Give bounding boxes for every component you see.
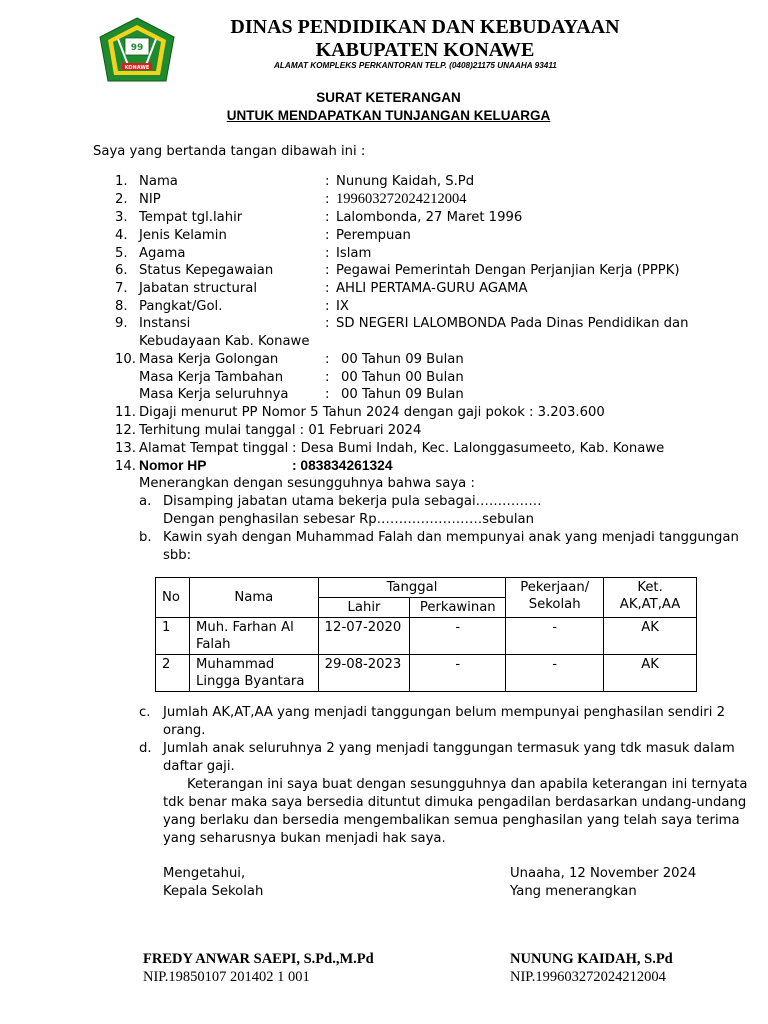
field-label-nip: NIP (139, 192, 161, 207)
cell-ket: AK (604, 655, 697, 692)
list-marker: a. (139, 494, 152, 509)
cell-nama: Muh. Farhan Al Falah (189, 618, 318, 655)
field-number: 13. (115, 441, 136, 456)
field-number: 1. (115, 174, 128, 189)
statement-d-line1: Jumlah anak seluruhnya 2 yang menjadi tanggungan termasuk yang tdk masuk dalam (163, 741, 735, 756)
right-sign-label1: Unaaha, 12 November 2024 (510, 866, 697, 881)
field-value-ttl: Lalombonda, 27 Maret 1996 (336, 210, 523, 225)
masa-kerja-value: 00 Tahun 09 Bulan (341, 387, 464, 402)
header-ket: Ket. AK,AT,AA (604, 578, 697, 618)
right-sign-label2: Yang menerangkan (510, 884, 637, 899)
field-number: 3. (115, 210, 128, 225)
field-number: 14. (115, 459, 136, 474)
field-label-gender: Jenis Kelamin (139, 228, 227, 243)
field-number: 10. (115, 352, 136, 367)
field-colon: : (325, 192, 330, 207)
left-signer-name: FREDY ANWAR SAEPI, S.Pd.,M.Pd (143, 951, 374, 967)
masa-kerja-value: 00 Tahun 09 Bulan (341, 352, 464, 367)
header-pekerjaan: Pekerjaan/ Sekolah (506, 578, 604, 618)
hp-label: Nomor HP (139, 458, 207, 473)
doc-title: SURAT KETERANGAN (316, 90, 461, 105)
statement-a-line2: Dengan penghasilan sebesar Rp……………………sebulan (163, 512, 534, 527)
left-signer-nip: NIP.19850107 201402 1 001 (143, 969, 310, 985)
cell-no: 1 (156, 618, 190, 655)
field-colon: : (325, 246, 330, 261)
field-number: 8. (115, 299, 128, 314)
field-number: 9. (115, 316, 128, 331)
field-colon: : (325, 352, 330, 367)
header-lahir: Lahir (318, 598, 410, 618)
right-signer-nip: NIP.199603272024212004 (510, 969, 666, 985)
field-colon: : (325, 263, 330, 278)
header-nama: Nama (189, 578, 318, 618)
list-marker: d. (139, 741, 152, 756)
field-colon: : (325, 281, 330, 296)
field-label-pangkat: Pangkat/Gol. (139, 299, 223, 314)
table-header-row (156, 578, 697, 598)
header-tanggal: Tanggal (318, 578, 506, 598)
cell-pekerjaan: - (506, 655, 604, 692)
statement-b-line2: sbb: (163, 548, 192, 563)
field-number: 11. (115, 405, 136, 420)
masa-kerja-label: Masa Kerja seluruhnya (139, 387, 289, 402)
dependents-table (155, 577, 697, 692)
field-label-ttl: Tempat tgl.lahir (139, 210, 243, 225)
field-number: 12. (115, 423, 136, 438)
tmt-text: Terhitung mulai tanggal : 01 Februari 2024 (139, 423, 422, 438)
cell-pekerjaan: - (506, 618, 604, 655)
cell-perkawinan: - (410, 655, 506, 692)
table-row (156, 618, 697, 655)
header-no: No (156, 578, 190, 618)
closing-line1: Keterangan ini saya buat dengan sesungguhnya dan apabila keterangan ini ternyata (187, 777, 748, 792)
field-value-instansi: SD NEGERI LALOMBONDA Pada Dinas Pendidikan dan (336, 316, 689, 331)
statement-c-line1: Jumlah AK,AT,AA yang menjadi tanggungan belum mempunyai penghasilan sendiri 2 (163, 705, 725, 720)
field-label-jabatan: Jabatan structural (139, 281, 257, 296)
intro-text: Saya yang bertanda tangan dibawah ini : (93, 144, 366, 159)
left-sign-label1: Mengetahui, (163, 866, 246, 881)
header-line-1: DINAS PENDIDIKAN DAN KEBUDAYAAN (230, 16, 620, 38)
field-colon: : (325, 299, 330, 314)
field-value-agama: Islam (336, 246, 372, 261)
closing-line4: yang seharusnya bukan menjadi hak saya. (163, 831, 446, 846)
statement-c-line2: orang. (163, 723, 206, 738)
statement-a-line1: Disamping jabatan utama bekerja pula sebagai…………… (163, 494, 542, 509)
field-number: 7. (115, 281, 128, 296)
field-label-nama: Nama (139, 174, 178, 189)
field-value-nip: 199603272024212004 (336, 191, 467, 207)
cell-lahir: 12-07-2020 (318, 618, 410, 655)
field-label-agama: Agama (139, 246, 186, 261)
statement-d-line2: daftar gaji. (163, 759, 235, 774)
field-label-instansi: Instansi (139, 316, 191, 331)
hp-value: : 083834261324 (292, 458, 393, 473)
cell-nama: Muhammad Lingga Byantara (189, 655, 318, 692)
field-colon: : (325, 316, 330, 331)
field-colon: : (325, 370, 330, 385)
alamat-value: : Desa Bumi Indah, Kec. Lalonggasumeeto, Kab. Konawe (292, 441, 665, 456)
table-row (156, 655, 697, 692)
statement-b-line1: Kawin syah dengan Muhammad Falah dan mempunyai anak yang menjadi tanggungan (163, 530, 739, 545)
konawe-logo (98, 17, 176, 83)
header-perkawinan: Perkawinan (410, 598, 506, 618)
field-value-pangkat: IX (336, 299, 349, 314)
masa-kerja-value: 00 Tahun 00 Bulan (341, 370, 464, 385)
field-colon: : (325, 210, 330, 225)
field-colon: : (325, 228, 330, 243)
closing-line3: yang berlaku dan bersedia mengembalikan semua penghasilan yang telah saya terima (163, 813, 740, 828)
cell-perkawinan: - (410, 618, 506, 655)
alamat-label: Alamat Tempat tinggal (139, 441, 289, 456)
statement-lead: Menerangkan dengan sesungguhnya bahwa saya : (139, 476, 475, 491)
field-value-nama: Nunung Kaidah, S.Pd (336, 174, 475, 189)
field-value-instansi-cont: Kebudayaan Kab. Konawe (139, 334, 310, 349)
svg-text:KONAWE: KONAWE (124, 65, 150, 71)
list-marker: c. (139, 705, 151, 720)
masa-kerja-label: Masa Kerja Golongan (139, 352, 279, 367)
field-value-jabatan: AHLI PERTAMA-GURU AGAMA (336, 281, 528, 296)
right-signer-name: NUNUNG KAIDAH, S.Pd (510, 951, 673, 967)
field-number: 6. (115, 263, 128, 278)
field-value-gender: Perempuan (336, 228, 411, 243)
cell-lahir: 29-08-2023 (318, 655, 410, 692)
field-number: 5. (115, 246, 128, 261)
doc-subtitle: UNTUK MENDAPATKAN TUNJANGAN KELUARGA (226, 108, 551, 123)
left-sign-label2: Kepala Sekolah (163, 884, 264, 899)
list-marker: b. (139, 530, 152, 545)
field-number: 2. (115, 192, 128, 207)
field-value-status: Pegawai Pemerintah Dengan Perjanjian Kerja (PPPK) (336, 263, 680, 278)
closing-line2: tdk benar maka saya bersedia dituntut dimuka pengadilan berdasarkan undang-undang (163, 795, 747, 810)
cell-ket: AK (604, 618, 697, 655)
header-address: ALAMAT KOMPLEKS PERKANTORAN TELP. (0408)21175 UNAAHA 93411 (274, 61, 557, 70)
svg-text:99: 99 (130, 43, 144, 53)
header-line-2: KABUPATEN KONAWE (315, 39, 535, 61)
field-colon: : (325, 174, 330, 189)
field-colon: : (325, 387, 330, 402)
gaji-text: Digaji menurut PP Nomor 5 Tahun 2024 dengan gaji pokok : 3.203.600 (139, 405, 605, 420)
cell-no: 2 (156, 655, 190, 692)
field-number: 4. (115, 228, 128, 243)
masa-kerja-label: Masa Kerja Tambahan (139, 370, 284, 385)
field-label-status: Status Kepegawaian (139, 263, 274, 278)
